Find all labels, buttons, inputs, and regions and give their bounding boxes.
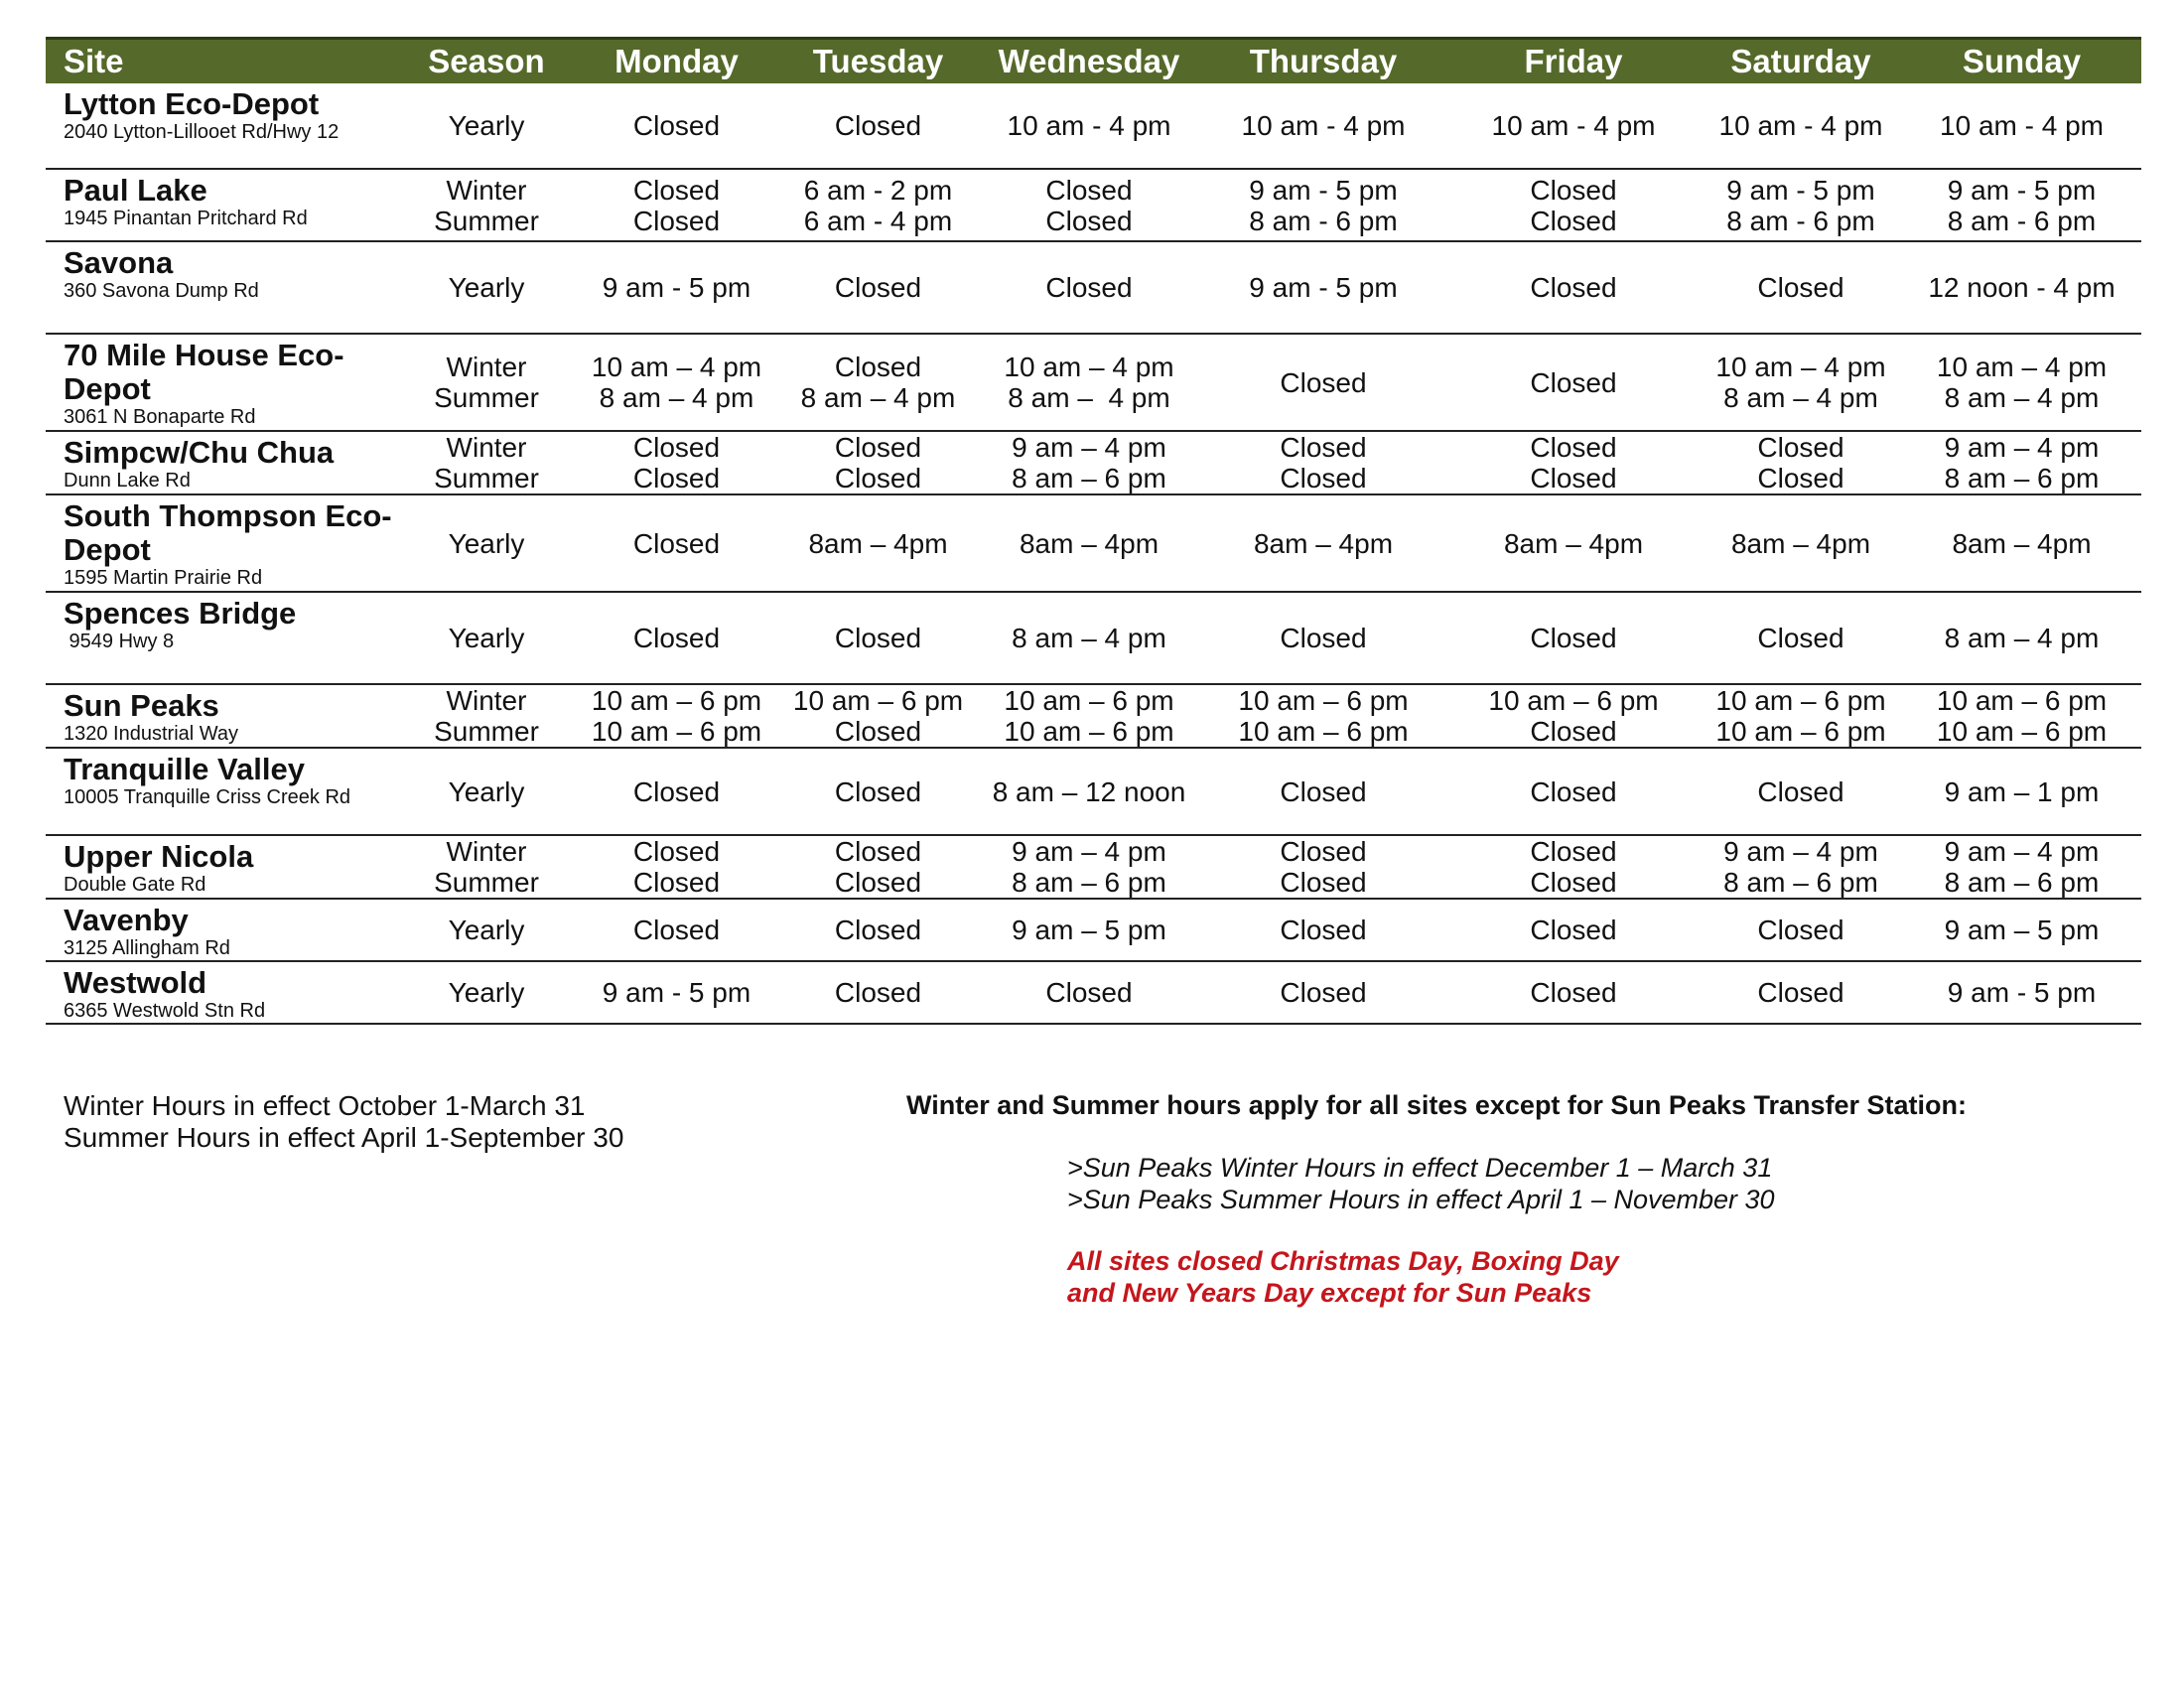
monday-hours-cell bbox=[576, 494, 777, 592]
saturday-hours-cell-text: Closed bbox=[1757, 775, 1844, 807]
wednesday-hours-cell bbox=[979, 748, 1199, 835]
closure-line-2: and New Years Day except for Sun Peaks bbox=[1067, 1278, 1592, 1308]
friday-hours-cell bbox=[1447, 241, 1700, 334]
wednesday-hours-cell-text: Closed bbox=[1045, 272, 1133, 303]
season-cell-text: Winter Summer bbox=[434, 685, 539, 747]
site-name: South Thompson Eco-Depot bbox=[64, 498, 392, 567]
site-name: Tranquille Valley bbox=[64, 752, 305, 786]
sunday-hours-cell-text: 12 noon - 4 pm bbox=[1928, 272, 2116, 303]
thursday-hours-cell bbox=[1199, 684, 1447, 748]
site-name: Sun Peaks bbox=[64, 688, 219, 723]
monday-hours-cell bbox=[576, 83, 777, 169]
thursday-hours-cell bbox=[1199, 592, 1447, 684]
saturday-hours-cell-text: Closed Closed bbox=[1757, 432, 1844, 493]
tuesday-hours-cell bbox=[777, 684, 979, 748]
saturday-hours-cell-text: Closed bbox=[1757, 977, 1844, 1008]
site-cell bbox=[46, 961, 397, 1024]
sunday-hours-cell bbox=[1902, 169, 2141, 241]
site-cell bbox=[46, 835, 397, 899]
table-row bbox=[46, 684, 2141, 748]
season-cell-text: Yearly bbox=[448, 775, 525, 807]
tuesday-hours-cell-text: Closed bbox=[834, 775, 922, 807]
site-address: 1595 Martin Prairie Rd bbox=[64, 567, 263, 589]
friday-hours-cell bbox=[1447, 835, 1700, 899]
thursday-hours-cell-text: Closed bbox=[1280, 914, 1367, 945]
season-cell-text: Winter Summer bbox=[434, 432, 539, 493]
season-cell-text: Yearly bbox=[448, 110, 525, 141]
saturday-hours-cell bbox=[1700, 334, 1902, 431]
column-header-saturday: Saturday bbox=[1700, 39, 1902, 84]
site-name: Savona bbox=[64, 245, 174, 280]
season-cell bbox=[397, 169, 576, 241]
season-cell bbox=[397, 494, 576, 592]
season-cell bbox=[397, 684, 576, 748]
season-cell-text: Winter Summer bbox=[434, 836, 539, 898]
site-address: 360 Savona Dump Rd bbox=[64, 280, 259, 302]
table-row bbox=[46, 899, 2141, 961]
table-row bbox=[46, 431, 2141, 494]
saturday-hours-cell-text: 8am – 4pm bbox=[1730, 527, 1871, 559]
thursday-hours-cell bbox=[1199, 83, 1447, 169]
wednesday-hours-cell bbox=[979, 835, 1199, 899]
thursday-hours-cell-text: Closed bbox=[1280, 366, 1367, 398]
thursday-hours-cell-text: 10 am – 6 pm 10 am – 6 pm bbox=[1238, 685, 1409, 747]
saturday-hours-cell bbox=[1700, 169, 1902, 241]
sunday-hours-cell-text: 8am – 4pm bbox=[1952, 527, 2092, 559]
thursday-hours-cell bbox=[1199, 241, 1447, 334]
season-cell bbox=[397, 748, 576, 835]
saturday-hours-cell-text: Closed bbox=[1757, 623, 1844, 653]
site-name: Spences Bridge bbox=[64, 596, 297, 631]
table-row bbox=[46, 83, 2141, 169]
tuesday-hours-cell bbox=[777, 83, 979, 169]
season-cell bbox=[397, 961, 576, 1024]
friday-hours-cell-text: Closed Closed bbox=[1530, 174, 1617, 236]
site-cell bbox=[46, 494, 397, 592]
thursday-hours-cell bbox=[1199, 835, 1447, 899]
sunday-hours-cell bbox=[1902, 431, 2141, 494]
table-body bbox=[46, 83, 2141, 1024]
table-row bbox=[46, 835, 2141, 899]
site-cell bbox=[46, 899, 397, 961]
wednesday-hours-cell-text: 10 am – 4 pm 8 am – 4 pm bbox=[1004, 352, 1174, 413]
friday-hours-cell bbox=[1447, 748, 1700, 835]
table-row bbox=[46, 494, 2141, 592]
season-cell-text: Winter Summer bbox=[434, 174, 539, 236]
wednesday-hours-cell bbox=[979, 83, 1199, 169]
saturday-hours-cell-text: 10 am – 4 pm 8 am – 4 pm bbox=[1715, 352, 1886, 413]
monday-hours-cell bbox=[576, 961, 777, 1024]
friday-hours-cell bbox=[1447, 83, 1700, 169]
monday-hours-cell-text: 10 am – 4 pm 8 am – 4 pm bbox=[591, 352, 762, 413]
monday-hours-cell bbox=[576, 169, 777, 241]
season-dates-note bbox=[64, 1090, 623, 1154]
thursday-hours-cell bbox=[1199, 169, 1447, 241]
site-address: 6365 Westwold Stn Rd bbox=[64, 1000, 266, 1022]
sunday-hours-cell-text: 9 am - 5 pm bbox=[1947, 977, 2097, 1008]
saturday-hours-cell-text: 9 am – 4 pm 8 am – 6 pm bbox=[1723, 836, 1878, 898]
table-row bbox=[46, 748, 2141, 835]
monday-hours-cell-text: Closed Closed bbox=[632, 432, 721, 493]
saturday-hours-cell-text: 9 am - 5 pm 8 am - 6 pm bbox=[1726, 174, 1875, 236]
tuesday-hours-cell bbox=[777, 494, 979, 592]
saturday-hours-cell-text: 10 am - 4 pm bbox=[1718, 110, 1883, 141]
monday-hours-cell bbox=[576, 835, 777, 899]
friday-hours-cell-text: 10 am - 4 pm bbox=[1491, 110, 1656, 141]
friday-hours-cell-text: Closed bbox=[1530, 366, 1617, 398]
site-cell bbox=[46, 83, 397, 169]
site-name: Lytton Eco-Depot bbox=[64, 86, 320, 121]
site-cell bbox=[46, 431, 397, 494]
thursday-hours-cell bbox=[1199, 334, 1447, 431]
thursday-hours-cell-text: 10 am - 4 pm bbox=[1241, 110, 1406, 141]
tuesday-hours-cell-text: Closed bbox=[834, 110, 922, 141]
tuesday-hours-cell-text: Closed Closed bbox=[834, 432, 922, 493]
saturday-hours-cell bbox=[1700, 748, 1902, 835]
saturday-hours-cell-text: Closed bbox=[1757, 914, 1844, 945]
tuesday-hours-cell-text: 6 am - 2 pm 6 am - 4 pm bbox=[803, 174, 953, 236]
sun-peaks-winter-note: >Sun Peaks Winter Hours in effect December 1 – March 31 bbox=[1067, 1153, 1773, 1183]
wednesday-hours-cell bbox=[979, 334, 1199, 431]
wednesday-hours-cell-text: 9 am – 5 pm bbox=[1012, 914, 1166, 945]
site-name: Upper Nicola bbox=[64, 839, 254, 874]
wednesday-hours-cell bbox=[979, 431, 1199, 494]
column-header-friday: Friday bbox=[1447, 39, 1700, 84]
thursday-hours-cell-text: Closed bbox=[1280, 977, 1367, 1008]
tuesday-hours-cell bbox=[777, 334, 979, 431]
winter-hours-note: Winter Hours in effect October 1-March 31 bbox=[64, 1090, 586, 1121]
sunday-hours-cell bbox=[1902, 241, 2141, 334]
exception-heading: Winter and Summer hours apply for all sites except for Sun Peaks Transfer Station: bbox=[906, 1090, 1968, 1120]
tuesday-hours-cell-text: Closed 8 am – 4 pm bbox=[800, 352, 956, 413]
season-cell-text: Yearly bbox=[448, 914, 525, 945]
monday-hours-cell-text: Closed bbox=[632, 527, 721, 559]
saturday-hours-cell bbox=[1700, 494, 1902, 592]
table-row bbox=[46, 241, 2141, 334]
friday-hours-cell-text: 8am – 4pm bbox=[1503, 527, 1644, 559]
tuesday-hours-cell bbox=[777, 835, 979, 899]
friday-hours-cell bbox=[1447, 961, 1700, 1024]
monday-hours-cell-text: 10 am – 6 pm 10 am – 6 pm bbox=[591, 685, 762, 747]
wednesday-hours-cell-text: 10 am - 4 pm bbox=[1007, 110, 1171, 141]
tuesday-hours-cell-text: Closed bbox=[834, 914, 922, 945]
friday-hours-cell-text: Closed Closed bbox=[1530, 836, 1617, 898]
wednesday-hours-cell-text: 9 am – 4 pm 8 am – 6 pm bbox=[1012, 432, 1166, 493]
friday-hours-cell bbox=[1447, 169, 1700, 241]
sunday-hours-cell bbox=[1902, 592, 2141, 684]
site-address: Dunn Lake Rd bbox=[64, 470, 191, 492]
site-address: 3061 N Bonaparte Rd bbox=[64, 406, 256, 428]
wednesday-hours-cell-text: 9 am – 4 pm 8 am – 6 pm bbox=[1012, 836, 1166, 898]
thursday-hours-cell bbox=[1199, 899, 1447, 961]
thursday-hours-cell bbox=[1199, 494, 1447, 592]
site-name: 70 Mile House Eco-Depot bbox=[64, 338, 344, 406]
season-cell bbox=[397, 431, 576, 494]
site-name: Simpcw/Chu Chua bbox=[64, 435, 335, 470]
monday-hours-cell bbox=[576, 899, 777, 961]
column-header-site: Site bbox=[46, 39, 397, 84]
sunday-hours-cell bbox=[1902, 684, 2141, 748]
closure-line-1: All sites closed Christmas Day, Boxing Day bbox=[1067, 1246, 1619, 1276]
saturday-hours-cell bbox=[1700, 899, 1902, 961]
site-address: 9549 Hwy 8 bbox=[64, 631, 175, 652]
sunday-hours-cell-text: 9 am - 5 pm 8 am - 6 pm bbox=[1947, 174, 2097, 236]
summer-hours-note: Summer Hours in effect April 1-September 30 bbox=[64, 1122, 624, 1153]
friday-hours-cell bbox=[1447, 431, 1700, 494]
season-cell-text: Yearly bbox=[448, 527, 525, 559]
tuesday-hours-cell bbox=[777, 431, 979, 494]
saturday-hours-cell-text: Closed bbox=[1757, 272, 1844, 303]
friday-hours-cell-text: Closed bbox=[1530, 623, 1617, 653]
tuesday-hours-cell bbox=[777, 899, 979, 961]
friday-hours-cell-text: 10 am – 6 pm Closed bbox=[1488, 685, 1659, 747]
site-address: 1945 Pinantan Pritchard Rd bbox=[64, 208, 308, 229]
table-header-row bbox=[46, 39, 2141, 84]
monday-hours-cell bbox=[576, 748, 777, 835]
tuesday-hours-cell-text: 8am – 4pm bbox=[808, 527, 948, 559]
site-address: 2040 Lytton-Lillooet Rd/Hwy 12 bbox=[64, 121, 340, 143]
site-cell bbox=[46, 684, 397, 748]
site-cell bbox=[46, 169, 397, 241]
wednesday-hours-cell-text: 8 am – 12 noon bbox=[992, 775, 1186, 807]
monday-hours-cell-text: 9 am - 5 pm bbox=[602, 977, 751, 1008]
sunday-hours-cell bbox=[1902, 334, 2141, 431]
friday-hours-cell-text: Closed bbox=[1530, 977, 1617, 1008]
season-cell bbox=[397, 241, 576, 334]
tuesday-hours-cell bbox=[777, 592, 979, 684]
wednesday-hours-cell-text: 8am – 4pm bbox=[1019, 527, 1160, 559]
site-address: 10005 Tranquille Criss Creek Rd bbox=[64, 786, 351, 808]
sunday-hours-cell-text: 9 am – 4 pm 8 am – 6 pm bbox=[1944, 836, 2100, 898]
friday-hours-cell bbox=[1447, 592, 1700, 684]
tuesday-hours-cell-text: 10 am – 6 pm Closed bbox=[792, 685, 964, 747]
column-header-tuesday: Tuesday bbox=[777, 39, 979, 84]
sunday-hours-cell-text: 9 am – 4 pm 8 am – 6 pm bbox=[1944, 432, 2100, 493]
site-address: 1320 Industrial Way bbox=[64, 723, 239, 745]
monday-hours-cell bbox=[576, 684, 777, 748]
tuesday-hours-cell bbox=[777, 961, 979, 1024]
monday-hours-cell-text: Closed Closed bbox=[632, 836, 721, 898]
thursday-hours-cell bbox=[1199, 961, 1447, 1024]
tuesday-hours-cell-text: Closed bbox=[834, 977, 922, 1008]
wednesday-hours-cell-text: 10 am – 6 pm 10 am – 6 pm bbox=[1004, 685, 1174, 747]
sunday-hours-cell-text: 10 am – 4 pm 8 am – 4 pm bbox=[1936, 352, 2108, 413]
season-cell-text: Winter Summer bbox=[434, 352, 539, 413]
sunday-hours-cell bbox=[1902, 748, 2141, 835]
tuesday-hours-cell-text: Closed bbox=[834, 272, 922, 303]
wednesday-hours-cell bbox=[979, 684, 1199, 748]
site-cell bbox=[46, 592, 397, 684]
season-cell bbox=[397, 83, 576, 169]
thursday-hours-cell-text: Closed bbox=[1280, 775, 1367, 807]
thursday-hours-cell-text: Closed Closed bbox=[1280, 836, 1367, 898]
season-cell bbox=[397, 592, 576, 684]
site-cell bbox=[46, 241, 397, 334]
sunday-hours-cell bbox=[1902, 83, 2141, 169]
site-name: Westwold bbox=[64, 965, 207, 1000]
saturday-hours-cell bbox=[1700, 241, 1902, 334]
tuesday-hours-cell bbox=[777, 748, 979, 835]
sun-peaks-summer-note: >Sun Peaks Summer Hours in effect April 1 – November 30 bbox=[1067, 1185, 1775, 1214]
saturday-hours-cell bbox=[1700, 835, 1902, 899]
site-address: Double Gate Rd bbox=[64, 874, 206, 896]
site-address: 3125 Allingham Rd bbox=[64, 937, 230, 959]
monday-hours-cell-text: Closed bbox=[632, 775, 721, 807]
table-row bbox=[46, 961, 2141, 1024]
friday-hours-cell bbox=[1447, 684, 1700, 748]
sunday-hours-cell-text: 8 am – 4 pm bbox=[1944, 623, 2100, 653]
wednesday-hours-cell bbox=[979, 494, 1199, 592]
saturday-hours-cell bbox=[1700, 961, 1902, 1024]
sunday-hours-cell bbox=[1902, 899, 2141, 961]
monday-hours-cell bbox=[576, 431, 777, 494]
monday-hours-cell-text: 9 am - 5 pm bbox=[602, 272, 751, 303]
monday-hours-cell-text: Closed Closed bbox=[632, 174, 721, 236]
sunday-hours-cell-text: 9 am – 1 pm bbox=[1944, 775, 2100, 807]
monday-hours-cell-text: Closed bbox=[632, 110, 721, 141]
wednesday-hours-cell bbox=[979, 169, 1199, 241]
column-header-monday: Monday bbox=[576, 39, 777, 84]
friday-hours-cell-text: Closed bbox=[1530, 914, 1617, 945]
sunday-hours-cell bbox=[1902, 961, 2141, 1024]
site-cell bbox=[46, 748, 397, 835]
thursday-hours-cell-text: Closed Closed bbox=[1280, 432, 1367, 493]
season-cell-text: Yearly bbox=[448, 623, 525, 653]
saturday-hours-cell bbox=[1700, 684, 1902, 748]
season-cell bbox=[397, 835, 576, 899]
thursday-hours-cell bbox=[1199, 431, 1447, 494]
thursday-hours-cell bbox=[1199, 748, 1447, 835]
column-header-season: Season bbox=[397, 39, 576, 84]
column-header-wednesday: Wednesday bbox=[979, 39, 1199, 84]
wednesday-hours-cell bbox=[979, 899, 1199, 961]
sunday-hours-cell-text: 9 am – 5 pm bbox=[1944, 914, 2100, 945]
friday-hours-cell-text: Closed bbox=[1530, 272, 1617, 303]
sunday-hours-cell bbox=[1902, 835, 2141, 899]
saturday-hours-cell bbox=[1700, 431, 1902, 494]
site-cell bbox=[46, 334, 397, 431]
monday-hours-cell bbox=[576, 592, 777, 684]
friday-hours-cell bbox=[1447, 899, 1700, 961]
column-header-sunday: Sunday bbox=[1902, 39, 2141, 84]
monday-hours-cell-text: Closed bbox=[632, 623, 721, 653]
sunday-hours-cell-text: 10 am - 4 pm bbox=[1940, 110, 2104, 141]
table-row bbox=[46, 334, 2141, 431]
monday-hours-cell bbox=[576, 334, 777, 431]
tuesday-hours-cell-text: Closed Closed bbox=[834, 836, 922, 898]
tuesday-hours-cell bbox=[777, 169, 979, 241]
thursday-hours-cell-text: 9 am - 5 pm 8 am - 6 pm bbox=[1249, 174, 1398, 236]
hours-table bbox=[46, 37, 2141, 1025]
monday-hours-cell-text: Closed bbox=[632, 914, 721, 945]
tuesday-hours-cell bbox=[777, 241, 979, 334]
monday-hours-cell bbox=[576, 241, 777, 334]
sun-peaks-hours-note bbox=[1067, 1152, 1775, 1215]
thursday-hours-cell-text: 9 am - 5 pm bbox=[1249, 272, 1398, 303]
wednesday-hours-cell bbox=[979, 961, 1199, 1024]
wednesday-hours-cell bbox=[979, 241, 1199, 334]
friday-hours-cell-text: Closed bbox=[1530, 775, 1617, 807]
season-cell-text: Yearly bbox=[448, 272, 525, 303]
saturday-hours-cell bbox=[1700, 592, 1902, 684]
thursday-hours-cell-text: Closed bbox=[1280, 623, 1367, 653]
wednesday-hours-cell bbox=[979, 592, 1199, 684]
season-cell bbox=[397, 334, 576, 431]
site-name: Paul Lake bbox=[64, 173, 207, 208]
season-cell bbox=[397, 899, 576, 961]
column-header-thursday: Thursday bbox=[1199, 39, 1447, 84]
season-cell-text: Yearly bbox=[448, 977, 525, 1008]
sunday-hours-cell-text: 10 am – 6 pm 10 am – 6 pm bbox=[1936, 685, 2108, 747]
friday-hours-cell bbox=[1447, 334, 1700, 431]
table-row bbox=[46, 169, 2141, 241]
wednesday-hours-cell-text: Closed Closed bbox=[1045, 174, 1133, 236]
saturday-hours-cell-text: 10 am – 6 pm 10 am – 6 pm bbox=[1715, 685, 1886, 747]
holiday-closure-notice bbox=[1067, 1245, 1703, 1309]
wednesday-hours-cell-text: Closed bbox=[1045, 977, 1133, 1008]
site-name: Vavenby bbox=[64, 903, 189, 937]
saturday-hours-cell bbox=[1700, 83, 1902, 169]
wednesday-hours-cell-text: 8 am – 4 pm bbox=[1012, 623, 1166, 653]
tuesday-hours-cell-text: Closed bbox=[834, 623, 922, 653]
thursday-hours-cell-text: 8am – 4pm bbox=[1253, 527, 1394, 559]
friday-hours-cell-text: Closed Closed bbox=[1530, 432, 1617, 493]
friday-hours-cell bbox=[1447, 494, 1700, 592]
sunday-hours-cell bbox=[1902, 494, 2141, 592]
table-row bbox=[46, 592, 2141, 684]
